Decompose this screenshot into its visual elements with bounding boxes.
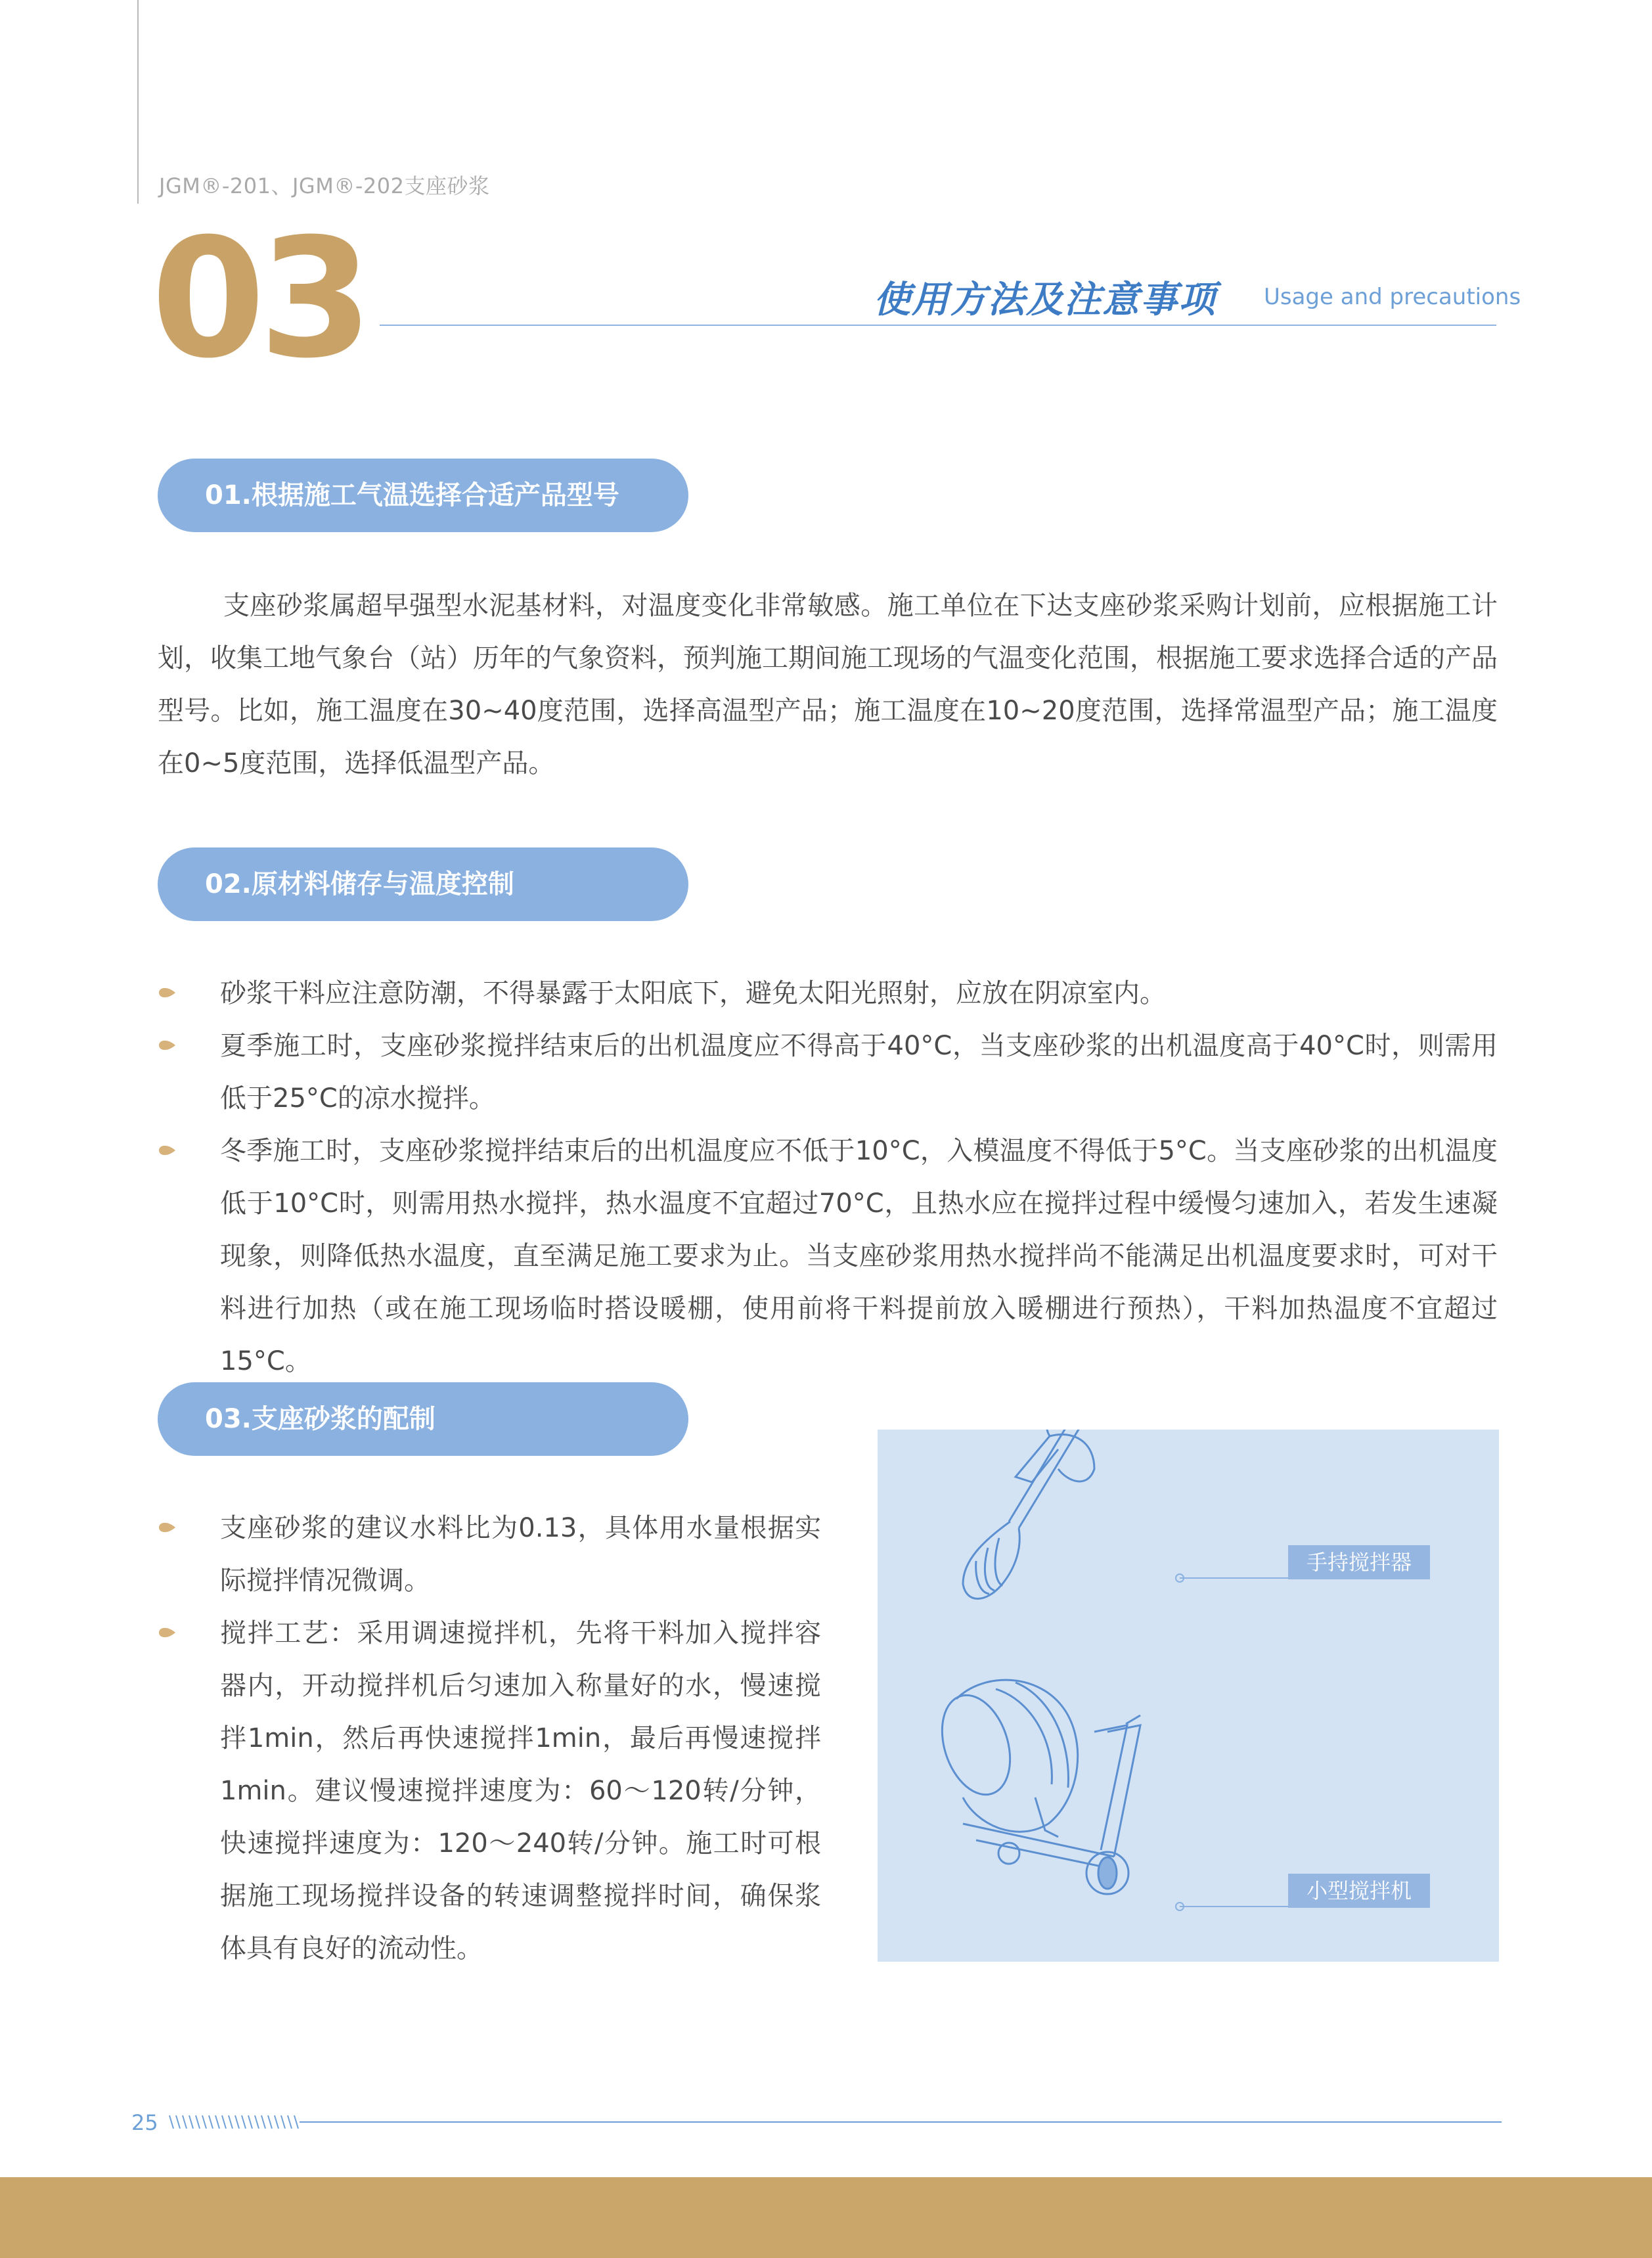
list-item-text: 支座砂浆的建议水料比为0.13，具体用水量根据实际搅拌情况微调。	[220, 1513, 821, 1596]
list-item	[158, 1020, 1498, 1125]
list-item-text: 搅拌工艺：采用调速搅拌机，先将干料加入搅拌容器内，开动搅拌机后匀速加入称量好的水，慢速搅拌1min，然后再快速搅拌1min，最后再慢速搅拌1min。建议慢速搅拌速度为：60～120转/分钟，快速搅拌速度为：120～240转/分钟。施工时可根据施工现场搅拌设备的转速调整搅拌时间，确保浆体具有良好的流动性。	[220, 1618, 821, 1964]
doc-label: JGM®-201、JGM®-202支座砂浆	[159, 173, 490, 198]
page-number: 25	[131, 2110, 158, 2135]
bullet-icon	[158, 1625, 176, 1640]
bullet-icon	[158, 1038, 176, 1052]
list-item	[158, 1607, 821, 1975]
list-item	[158, 967, 1498, 1020]
whisk-icon	[963, 1430, 1094, 1599]
bullet-icon	[158, 1520, 176, 1535]
footer-band	[0, 2177, 1652, 2258]
list-item-text: 冬季施工时，支座砂浆搅拌结束后的出机温度应不低于10°C，入模温度不得低于5°C。当支座砂浆的出机温度低于10°C时，则需用热水搅拌，热水温度不宜超过70°C，且热水应在搅拌过程中缓慢匀速加入，若发生速凝现象，则降低热水温度，直至满足施工要求为止。当支座砂浆用热水搅拌尚不能满足出机温度要求时，可对干料进行加热（或在施工现场临时搭设暖棚，使用前将干料提前放入暖棚进行预热），干料加热温度不宜超过15°C。	[220, 1136, 1498, 1376]
list-item	[158, 1125, 1498, 1388]
block-2-heading: 02.原材料储存与温度控制	[158, 847, 688, 921]
list-item	[158, 1502, 821, 1607]
block-3-list	[158, 1502, 821, 1975]
list-item-text: 砂浆干料应注意防潮，不得暴露于太阳底下，避免太阳光照射，应放在阴凉室内。	[220, 978, 1166, 1008]
block-1-paragraph: 支座砂浆属超早强型水泥基材料，对温度变化非常敏感。施工单位在下达支座砂浆采购计划前，应根据施工计划，收集工地气象台（站）历年的气象资料，预判施工期间施工现场的气温变化范围，根据施工要求选择合适的产品型号。比如，施工温度在30~40度范围，选择高温型产品；施工温度在10~20度范围，选择常温型产品；施工温度在0~5度范围，选择低温型产品。	[158, 591, 1498, 779]
label-whisk: 手持搅拌器	[1288, 1545, 1430, 1579]
mixer-icon	[930, 1680, 1140, 1894]
section-title-zh: 使用方法及注意事项	[874, 279, 1217, 321]
block-2-list	[158, 967, 1498, 1388]
footer-hatch-rule	[168, 2113, 1505, 2133]
bullet-icon	[158, 1143, 176, 1158]
block-3-heading: 03.支座砂浆的配制	[158, 1382, 688, 1456]
equipment-illustration	[878, 1430, 1499, 1962]
bullet-icon	[158, 985, 176, 1000]
title-divider	[380, 325, 1496, 326]
list-item-text: 夏季施工时，支座砂浆搅拌结束后的出机温度应不得高于40°C，当支座砂浆的出机温度高于40°C时，则需用低于25°C的凉水搅拌。	[220, 1031, 1498, 1114]
section-number: 03	[151, 203, 367, 394]
label-mixer: 小型搅拌机	[1288, 1874, 1430, 1908]
header-rule	[137, 0, 139, 204]
block-1-heading: 01.根据施工气温选择合适产品型号	[158, 459, 688, 532]
section-title-en: Usage and precautions	[1264, 284, 1521, 310]
